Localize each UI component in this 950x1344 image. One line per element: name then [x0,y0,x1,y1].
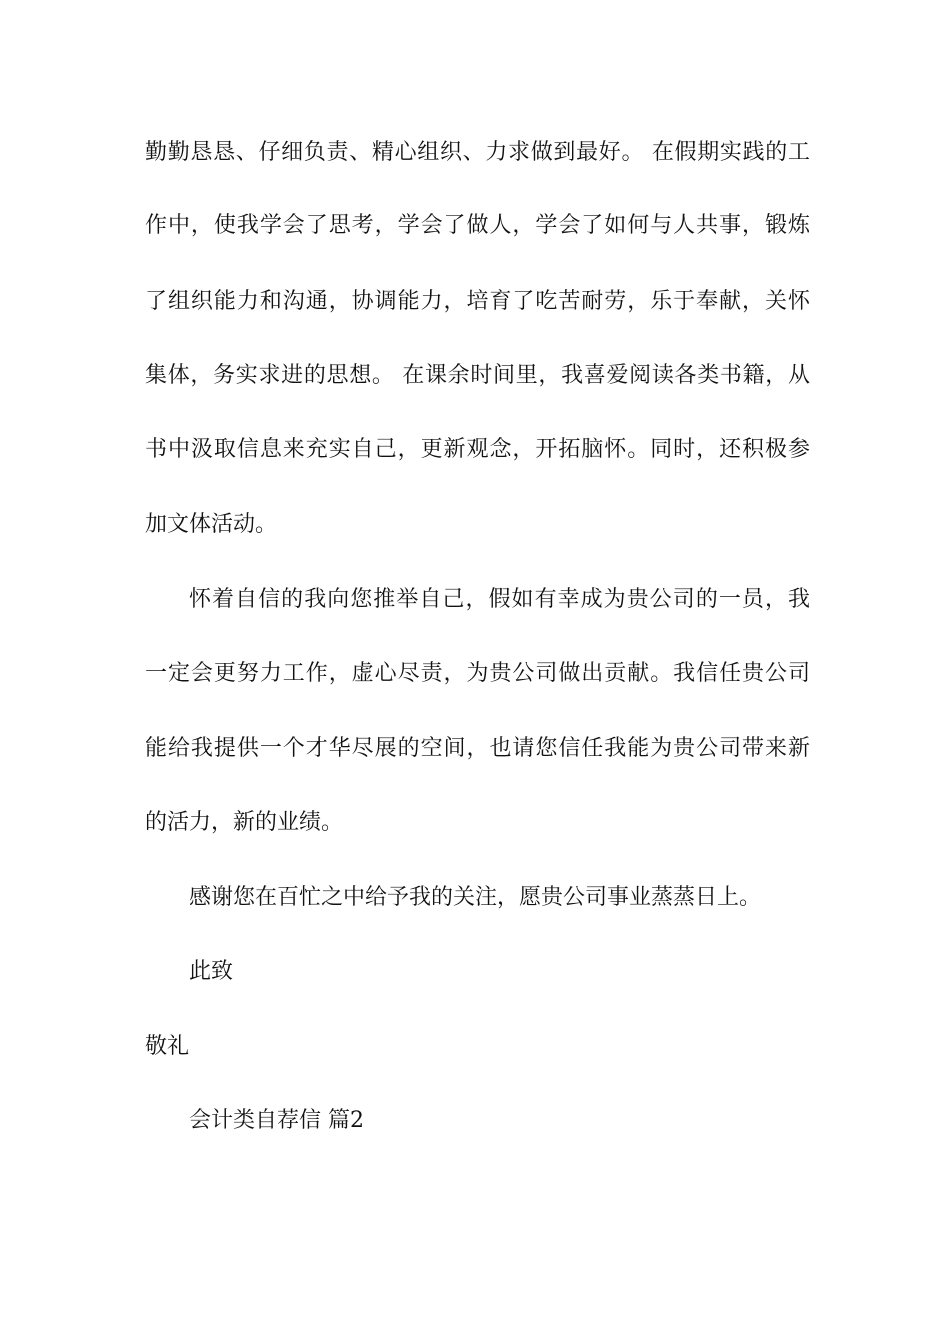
paragraph-2-line-3: 能给我提供一个才华尽展的空间，也请您信任我能为贵公司带来新 [145,736,810,761]
section-heading: 会计类自荐信 篇2 [189,1108,364,1133]
paragraph-1-line-4: 集体，务实求进的思想。 在课余时间里，我喜爱阅读各类书籍，从 [145,363,810,388]
paragraph-2-line-4: 的活力，新的业绩。 [145,810,344,835]
paragraph-1-line-6: 加文体活动。 [145,512,278,537]
paragraph-1-line-2: 作中，使我学会了思考，学会了做人，学会了如何与人共事，锻炼 [145,213,810,238]
closing-regards: 敬礼 [145,1034,190,1059]
paragraph-1-line-1: 勤勤恳恳、仔细负责、精心组织、力求做到最好。 在假期实践的工 [145,140,810,165]
closing-salutation: 此致 [189,959,234,984]
paragraph-3-line-1: 感谢您在百忙之中给予我的关注，愿贵公司事业蒸蒸日上。 [189,885,762,910]
paragraph-1-line-3: 了组织能力和沟通，协调能力，培育了吃苦耐劳，乐于奉献，关怀 [145,289,810,314]
paragraph-1-line-5: 书中汲取信息来充实自己，更新观念，开拓脑怀。同时，还积极参 [145,437,810,462]
paragraph-2-line-2: 一定会更努力工作，虚心尽责，为贵公司做出贡献。我信任贵公司 [145,661,810,686]
paragraph-2-line-1: 怀着自信的我向您推举自己，假如有幸成为贵公司的一员，我 [189,587,810,612]
